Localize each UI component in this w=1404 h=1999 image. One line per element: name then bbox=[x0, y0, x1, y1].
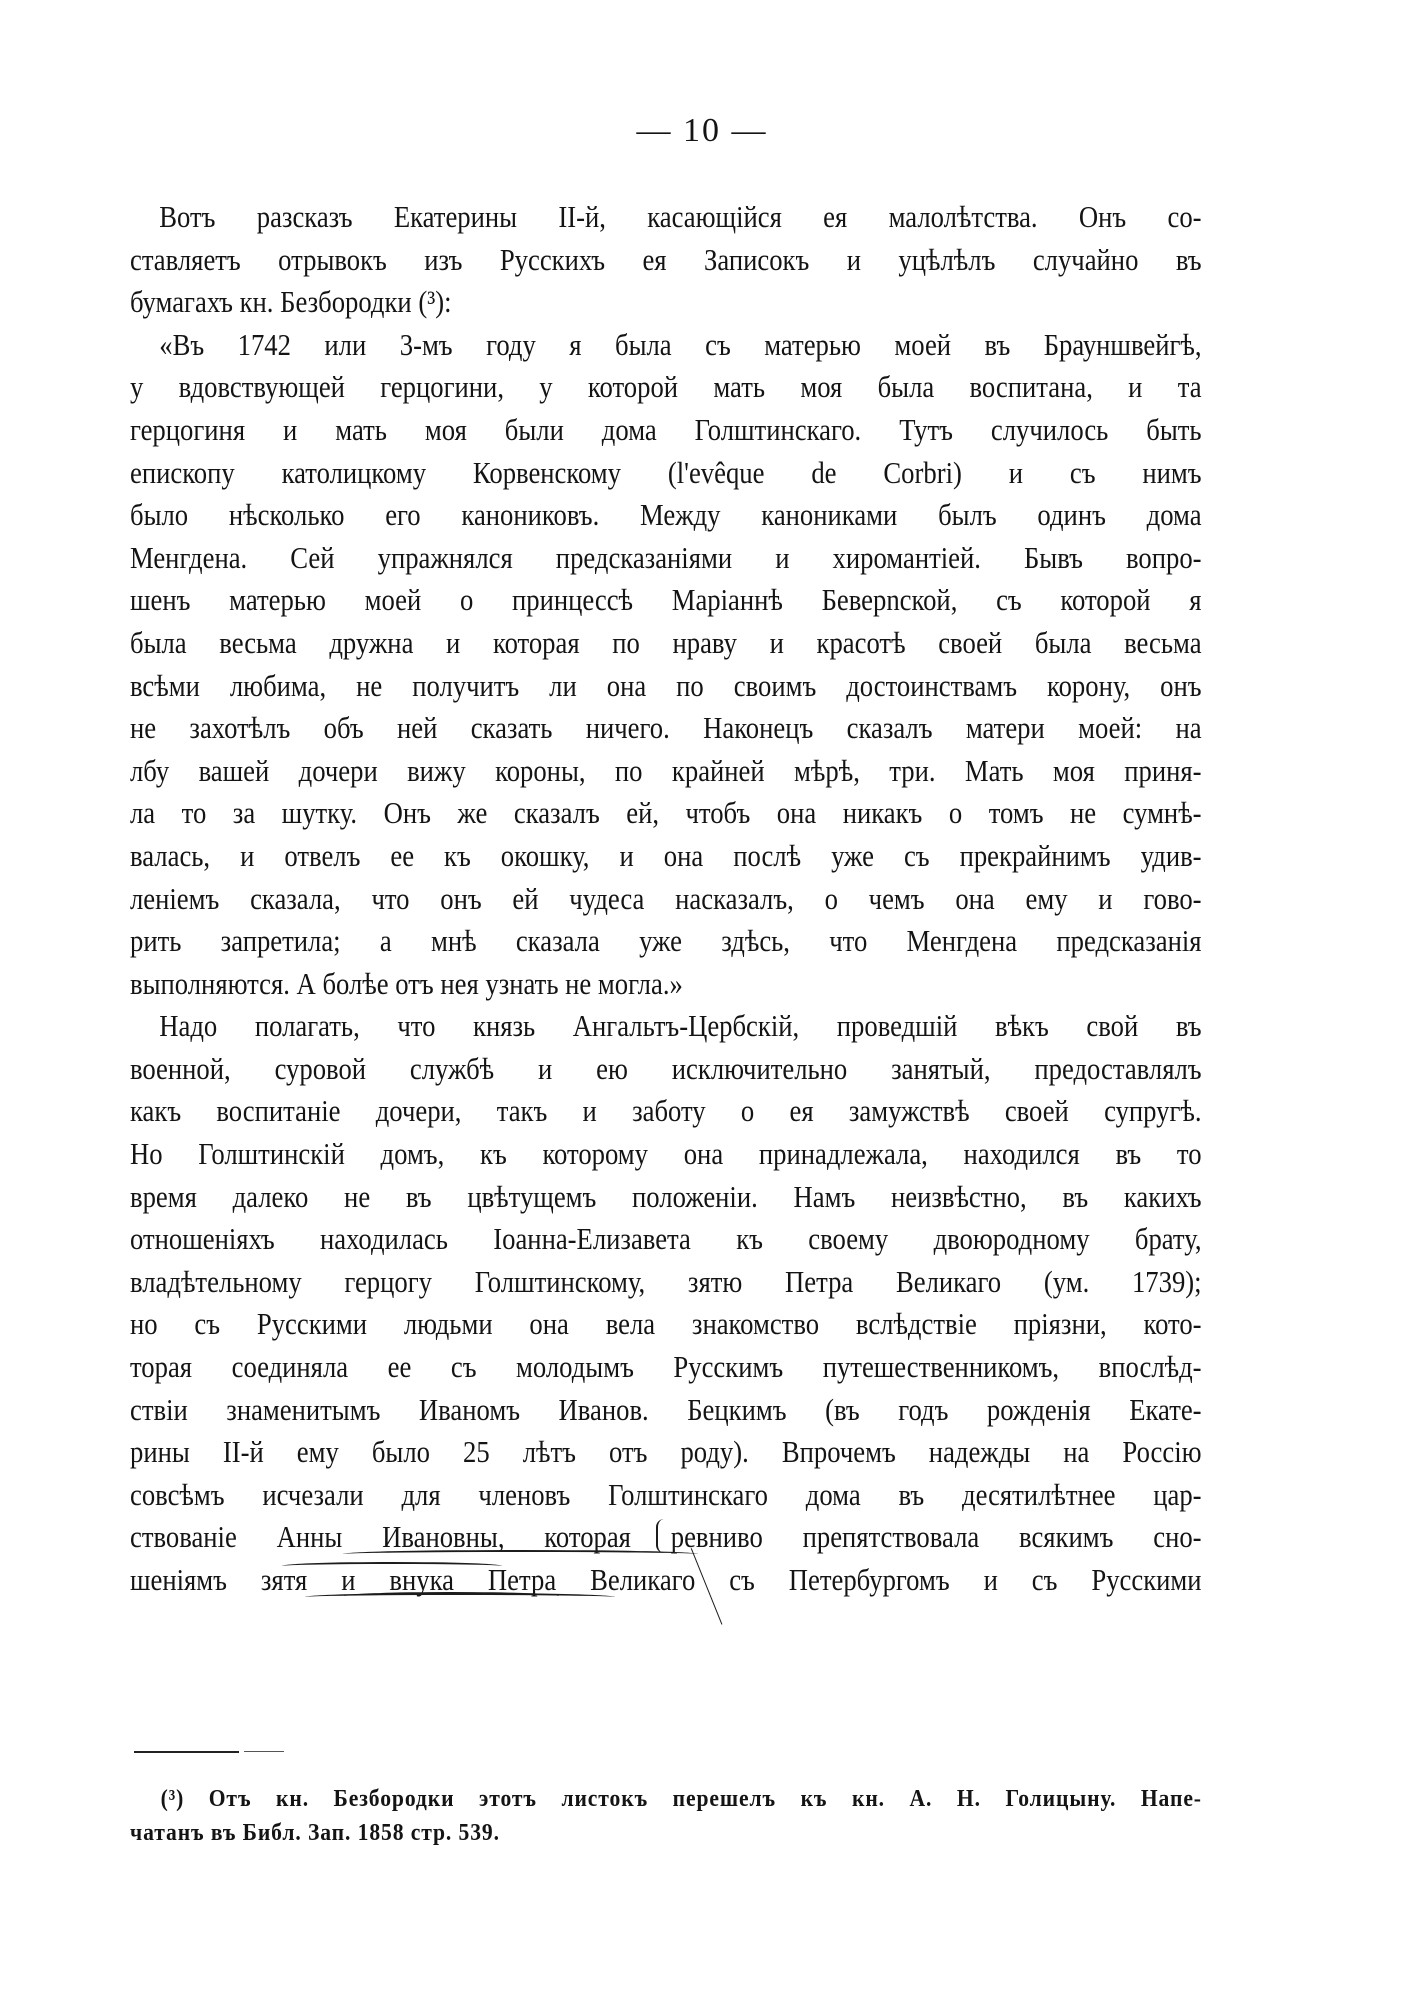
text-line: шенъ матерью моей о принцессѣ Маріаннѣ Беверnской, съ которой я bbox=[130, 582, 1202, 618]
text-line: валась, и отвелъ ее къ окошку, и она послѣ уже съ прекрайнимъ удив- bbox=[130, 837, 1202, 873]
text-line: у вдовствующей герцогини, у которой мать моя была воспитана, и та bbox=[130, 369, 1202, 405]
text-line: была весьма дружна и которая по нраву и красотѣ своей была весьма bbox=[130, 624, 1202, 660]
text-line: леніемъ сказала, что онъ ей чудеса насказалъ, о чемъ она ему и гово- bbox=[130, 880, 1202, 916]
footnote-line: (³) Отъ кн. Безбородки этотъ листокъ перешелъ къ кн. А. Н. Голицыну. Напе- bbox=[160, 1786, 1202, 1812]
paragraph-main bbox=[130, 1005, 1202, 1601]
text-line: военной, суровой службѣ и ею исключительно занятый, предоставлялъ bbox=[130, 1050, 1202, 1086]
text-line: время далеко не въ цвѣтущемъ положеніи. Намъ неизвѣстно, въ какихъ bbox=[130, 1178, 1202, 1214]
text-line: епископу католицкому Корвенскому (l'evêque de Corbri) и съ нимъ bbox=[130, 454, 1202, 490]
text-line: ствованіе Анны Ивановны, которая ревниво препятствовала всякимъ сно- bbox=[130, 1519, 1202, 1555]
text-line: шеніямъ зятя и внука Петра Великаго съ Петербургомъ и съ Русскими bbox=[130, 1562, 1202, 1597]
pencil-underline-mark bbox=[282, 1562, 502, 1570]
text-line: Менгдена. Сей упражнялся предсказаніями и хиромантіей. Бывъ вопро- bbox=[130, 539, 1202, 575]
text-line: было нѣсколько его канониковъ. Между канониками былъ одинъ дома bbox=[130, 497, 1202, 533]
footnote-divider bbox=[134, 1751, 239, 1753]
text-line: бумагахъ кн. Безбородки (³): bbox=[130, 284, 452, 320]
pencil-overline-mark bbox=[305, 1593, 615, 1601]
pencil-bracket-mark bbox=[656, 1519, 666, 1553]
footnotes bbox=[130, 1782, 1202, 1850]
page-number: — 10 — bbox=[636, 112, 768, 149]
pencil-overline-mark bbox=[343, 1550, 698, 1558]
text-line: герцогиня и мать моя были дома Голштинскаго. Тутъ случилось быть bbox=[130, 411, 1202, 447]
text-line: но съ Русскими людьми она вела знакомство вслѣдствіе пріязни, кото- bbox=[130, 1306, 1202, 1342]
paragraph-quote bbox=[130, 324, 1202, 1006]
text-line: рины II-й ему было 25 лѣтъ отъ роду). Впрочемъ надежды на Россію bbox=[130, 1434, 1202, 1470]
text-line: Надо полагать, что князь Ангальтъ-Цербскій, проведшій вѣкъ свой въ bbox=[159, 1008, 1202, 1044]
text-line: ставляетъ отрывокъ изъ Русскихъ ея Записокъ и уцѣлѣлъ случайно въ bbox=[130, 241, 1202, 277]
text-line: «Въ 1742 или 3-мъ году я была съ матерью моей въ Брауншвейгѣ, bbox=[159, 326, 1202, 362]
text-line: Вотъ разсказъ Екатерины II-й, касающійся ея малолѣтства. Онъ со- bbox=[159, 199, 1202, 234]
text-line: лбу вашей дочери вижу короны, по крайней мѣрѣ, три. Мать моя приня- bbox=[130, 752, 1202, 788]
text-line: торая соединяла ее съ молодымъ Русскимъ путешественникомъ, впослѣд- bbox=[130, 1349, 1202, 1385]
text-line: всѣми любима, не получитъ ли она по своимъ достоинствамъ корону, онъ bbox=[130, 667, 1202, 703]
text-line: ла то за шутку. Онъ же сказалъ ей, чтобъ она никакъ о томъ не сумнѣ- bbox=[130, 795, 1202, 831]
text-line: Но Голштинскій домъ, къ которому она принадлежала, находился въ то bbox=[130, 1136, 1202, 1172]
text-line: отношеніяхъ находилась Іоанна-Елизавета къ своему двоюродному брату, bbox=[130, 1221, 1202, 1257]
text-line: владѣтельному герцогу Голштинскому, зятю Петра Великаго (ум. 1739); bbox=[130, 1263, 1202, 1299]
text-line: совсѣмъ исчезали для членовъ Голштинскаго дома въ десятилѣтнее цар- bbox=[130, 1476, 1202, 1512]
text-line: выполняются. А болѣе отъ нея узнать не могла.» bbox=[130, 965, 683, 1001]
text-line: не захотѣлъ объ ней сказать ничего. Наконецъ сказалъ матери моей: на bbox=[130, 710, 1202, 746]
text-line: рить запретила; а мнѣ сказала уже здѣсь, что Менгдена предсказанія bbox=[130, 923, 1202, 959]
footnote-line: чатанъ въ Библ. Зап. 1858 стр. 539. bbox=[130, 1820, 500, 1846]
body-text bbox=[130, 196, 1202, 1602]
text-line: какъ воспитаніе дочери, такъ и заботу о ея замужствѣ своей супругѣ. bbox=[130, 1093, 1202, 1129]
text-line: ствіи знаменитымъ Иваномъ Иванов. Бецкимъ (въ годъ рожденія Екате- bbox=[130, 1391, 1202, 1427]
paragraph-intro bbox=[130, 196, 1202, 324]
footnote-divider bbox=[244, 1751, 284, 1752]
